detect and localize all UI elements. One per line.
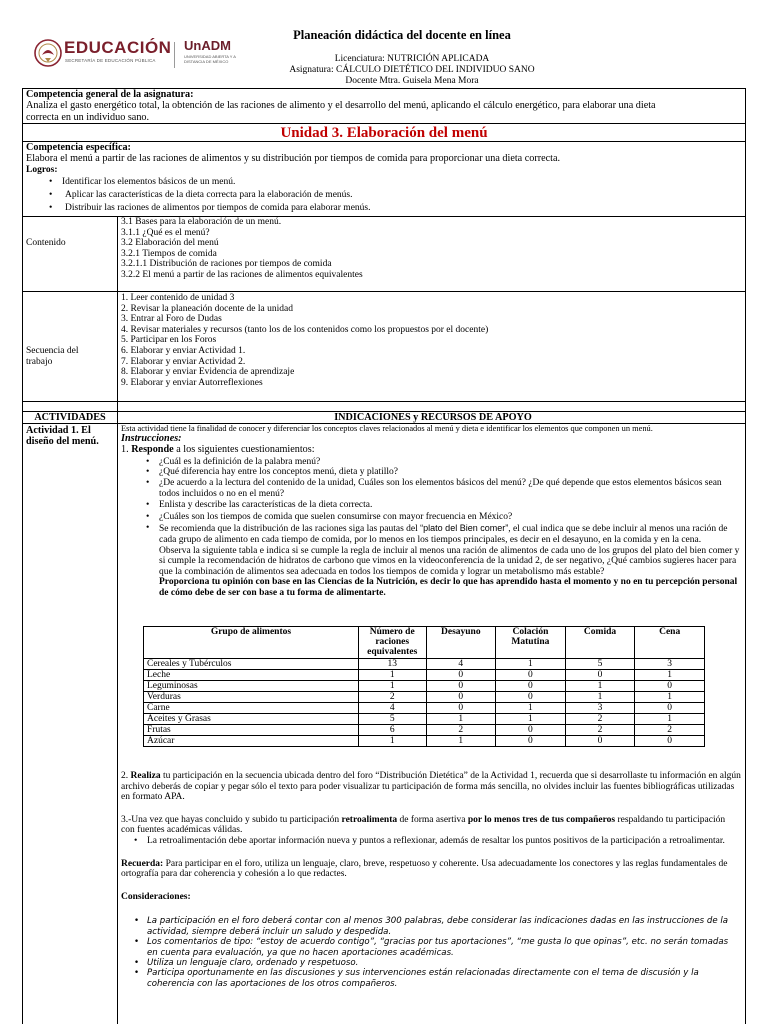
- ration-cell: 0: [496, 692, 566, 703]
- proporciona-paragraph: Proporciona tu opinión con base en las Ciencias de la Nutrición, es decir lo que has aprendido hasta el momento y no en tu percepción personal de cómo debe de ser con base a tu forma de alimentarte.: [159, 577, 738, 598]
- table-header-cell: Colación Matutina: [496, 627, 566, 659]
- table-row: [144, 659, 705, 670]
- paso2-text-a: tu participación en la secuencia ubicada dentro del foro “: [160, 771, 380, 781]
- paso2-text-b: ” de la Actividad 1, recuerda que si desarrollaste tu información en algún archivo deberás de copiar y pegar sólo el texto para poder visualizar tu participación de forma más sencilla, no olvides incluir las fuentes bibliográficas utilizadas en formato APA.: [121, 771, 741, 803]
- ration-cell: 2: [358, 692, 426, 703]
- actividad-label-line1: Actividad 1. El: [26, 425, 91, 436]
- ration-cell: 0: [565, 736, 635, 747]
- ration-cell: 3: [565, 703, 635, 714]
- unit-title: Unidad 3. Elaboración del menú: [280, 125, 488, 141]
- consideraciones-label: Consideraciones:: [121, 891, 191, 902]
- food-group-cell: Cereales y Tubérculos: [144, 659, 359, 670]
- ration-cell: 1: [358, 670, 426, 681]
- ration-cell: 1: [635, 714, 705, 725]
- secuencia-label-cell: [23, 292, 118, 401]
- observa-paragraph: Observa la siguiente tabla e indica si se cumple la regla de incluir al menos una ración de alimentos de cada uno de los grupos del plato del bien comer y si cumple la recomendación de hidratos de carbono que vimos en la videoconferencia de la unidad 2, de ser negativo, ¿Qué cambios sugieres hacer para que la combinación de alimentos sea adecuada en todos los tiempos de comida y lograr un metabolismo más estable?: [159, 545, 740, 577]
- responde-rest: a los siguientes cuestionamientos:: [173, 444, 315, 456]
- ration-cell: 0: [496, 736, 566, 747]
- sep-logo-subtitle: SECRETARÍA DE EDUCACIÓN PÚBLICA: [65, 58, 156, 63]
- ration-cell: 3: [635, 659, 705, 670]
- table-row: [144, 725, 705, 736]
- ration-cell: 2: [565, 725, 635, 736]
- contenido-item: 3.1 Bases para la elaboración de un menú.: [121, 217, 282, 227]
- ration-cell: 0: [496, 681, 566, 692]
- secuencia-label-line2: trabajo: [26, 356, 53, 367]
- contenido-item: 3.1.1 ¿Qué es el menú?: [121, 227, 210, 238]
- table-row: [144, 736, 705, 747]
- ration-cell: 2: [426, 725, 496, 736]
- competencia-general-label: Competencia general de la asignatura:: [26, 89, 194, 100]
- logo-divider: [174, 42, 175, 68]
- ration-cell: 1: [358, 681, 426, 692]
- logros-label: Logros:: [26, 164, 58, 175]
- ration-cell: 1: [635, 692, 705, 703]
- consideracion-item: • Utiliza un lenguaje claro, ordenado y respetuoso.: [147, 958, 741, 968]
- actividades-header-cell: [23, 412, 118, 423]
- ration-cell: 6: [358, 725, 426, 736]
- table-body: [144, 659, 705, 747]
- secuencia-item: 5. Participar en los Foros: [121, 335, 217, 346]
- competencia-general-text-line2: correcta en un individuo sano.: [26, 111, 150, 123]
- foro-name: Distribución Dietética: [379, 771, 464, 781]
- plato-bien-comer-quote: “plato del Bien comer”: [420, 523, 509, 534]
- table-header-cell: Grupo de alimentos: [144, 627, 359, 659]
- spacer-left-cell: [23, 402, 118, 411]
- table-header-cell: Desayuno: [426, 627, 496, 659]
- competencia-especifica-box: [22, 141, 746, 217]
- contenido-label-cell: [23, 217, 118, 291]
- ration-cell: 5: [565, 659, 635, 670]
- secuencia-item: 2. Revisar la planeación docente de la unidad: [121, 303, 293, 314]
- actividad-body-row: [22, 423, 746, 1024]
- contenido-label: Contenido: [26, 238, 66, 248]
- pregunta6-text-a: Se recomienda que la distribución de las raciones siga las pautas del: [159, 524, 421, 535]
- responde-line: [121, 444, 741, 455]
- consideracion-item: • Los comentarios de tipo: “estoy de acuerdo contigo”, “gracias por tus aportaciones”, “me gusta lo que opinas”, etc. no serán tomadas en cuenta para evaluación, ya que no hacen aportaciones académicas.: [147, 937, 741, 958]
- ration-cell: 1: [496, 714, 566, 725]
- actividad-content: [118, 424, 741, 599]
- ration-cell: 0: [426, 681, 496, 692]
- contenido-item: 3.2.1 Tiempos de comida: [121, 248, 217, 259]
- actividad-intro: Esta actividad tiene la finalidad de conocer y diferenciar los conceptos claves relacionados al menú y dieta e identificar los elementos que componen un menú.: [121, 424, 653, 433]
- ration-cell: 0: [635, 703, 705, 714]
- paso3-text-c: respaldando tu participación con fuentes académicas válidas.: [121, 814, 726, 836]
- unadm-logo-subtitle: UNIVERSIDAD ABIERTA Y A DISTANCIA DE MÉXICO: [184, 54, 236, 64]
- sep-logo: [34, 36, 172, 70]
- ration-cell: 1: [496, 703, 566, 714]
- table-header-cell: Comida: [565, 627, 635, 659]
- raciones-table: [143, 626, 705, 747]
- recuerda-label: Recuerda:: [121, 858, 164, 869]
- pregunta-item: • ¿De acuerdo a la lectura del contenido de la unidad, Cuáles son los elementos básicos del menú? ¿De qué depende que estos elementos básicos sean todos incluidos o no en el menú?: [159, 478, 741, 499]
- competencia-especifica-text: Elabora el menú a partir de las raciones de alimentos y su distribución por tiempos de comida para proporcionar una dieta correcta.: [26, 153, 561, 165]
- ration-cell: 0: [426, 703, 496, 714]
- pregunta-item: • ¿Cuáles son los tiempos de comida que suelen consumirse con mayor frecuencia en México?: [159, 512, 741, 523]
- document-header: [22, 0, 746, 90]
- consideraciones-list: [121, 916, 741, 989]
- food-group-cell: Leche: [144, 670, 359, 681]
- licenciatura-line: Licenciatura: NUTRICIÓN APLICADA: [334, 54, 490, 64]
- eagle-seal-icon: [34, 36, 62, 70]
- table-row: [144, 714, 705, 725]
- ration-cell: 1: [496, 659, 566, 670]
- secuencia-label: [26, 346, 79, 367]
- food-group-cell: Leguminosas: [144, 681, 359, 692]
- document-title: Planeación didáctica del docente en línea: [293, 28, 511, 42]
- pregunta-item: • Enlista y describe las características de la dieta correcta.: [159, 500, 741, 511]
- actividades-header: ACTIVIDADES: [34, 412, 106, 423]
- secuencia-item: 7. Elaborar y enviar Actividad 2.: [121, 356, 246, 367]
- ration-cell: 13: [358, 659, 426, 670]
- secuencia-item: 3. Entrar al Foro de Dudas: [121, 314, 222, 325]
- document-page: [22, 0, 746, 989]
- paso3-text-a: 3.-Una vez que hayas concluido y subido tu participación: [121, 814, 342, 825]
- ration-cell: 4: [426, 659, 496, 670]
- competencia-general-box: [22, 88, 746, 124]
- pregunta-item: • ¿Cuál es la definición de la palabra menú?: [159, 457, 741, 468]
- paso3-bullet: • La retroalimentación debe aportar información nueva y puntos a reflexionar, además de resaltar los puntos positivos de la participación a retroalimentar.: [147, 836, 741, 847]
- asignatura-line: Asignatura: CÁLCULO DIETÉTICO DEL INDIVIDUO SANO: [289, 65, 535, 75]
- paso3-list: [121, 836, 741, 847]
- sep-logo-text: EDUCACIÓN: [64, 38, 172, 57]
- ration-cell: 0: [635, 681, 705, 692]
- secuencia-item: 1. Leer contenido de unidad 3: [121, 293, 235, 303]
- consideracion-item: • La participación en el foro deberá contar con al menos 300 palabras, debe considerar las indicaciones dadas en las instrucciones de la actividad, siempre deberá incluir un saludo y despedida.: [147, 916, 741, 937]
- unit-title-box: [22, 123, 746, 142]
- pregunta-item-plato: [159, 523, 741, 545]
- secuencia-row: [22, 291, 746, 402]
- recuerda-text: Para participar en el foro, utiliza un lenguaje, claro, breve, respetuoso y coherente. Usa adecuadamente los conectores y las reglas fundamentales de ortografía para dar coherencia y cohesión a lo que redactes.: [121, 858, 728, 880]
- recuerda-paragraph: [121, 859, 741, 880]
- secuencia-list: [118, 293, 745, 388]
- consideracion-item: • Participa oportunamente en las discusiones y sus intervenciones están relacionadas directamente con el tema de discusión y la coherencia con las aportaciones de los otros compañeros.: [147, 968, 741, 989]
- unadm-logo-text: UnADM: [184, 38, 231, 53]
- logro-item: • Distribuir las raciones de alimentos por tiempos de comida para elaborar menús.: [62, 203, 742, 214]
- pregunta6-text-b: , el cual indica que se debe incluir al menos una ración de cada grupo de alimento en cada tiempo de comida, por lo menos en los tiempos principales, es decir en el desayuno, en la comida y en la cena.: [159, 524, 728, 545]
- secuencia-item: 4. Revisar materiales y recursos (tanto los de los contenidos como los propuestos por el docente): [121, 324, 489, 335]
- actividad-label-line2: diseño del menú.: [26, 436, 99, 448]
- secuencia-item: 6. Elaborar y enviar Actividad 1.: [121, 345, 246, 356]
- ration-cell: 1: [635, 670, 705, 681]
- indicaciones-header: INDICACIONES y RECURSOS DE APOYO: [334, 412, 532, 423]
- table-header-cell: Número de raciones equivalentes: [358, 627, 426, 659]
- ration-cell: 0: [496, 670, 566, 681]
- ration-cell: 0: [426, 670, 496, 681]
- contenido-row: [22, 216, 746, 292]
- table-header-row: [144, 627, 705, 659]
- contenido-item: 3.2.2 El menú a partir de las raciones de alimentos equivalentes: [121, 269, 363, 280]
- actividad-content-2: [118, 771, 741, 989]
- competencia-especifica-label: Competencia específica:: [26, 142, 131, 153]
- table-header-cell: Cena: [635, 627, 705, 659]
- paso3-text-b: de forma asertiva: [397, 814, 468, 825]
- paso3-bold1: retroalimenta: [341, 814, 398, 825]
- ration-cell: 0: [496, 725, 566, 736]
- paso2-bold: Realiza: [130, 771, 161, 781]
- secuencia-label-line1: Secuencia del: [26, 346, 79, 356]
- secuencia-item: 8. Elaborar y enviar Evidencia de aprendizaje: [121, 367, 295, 378]
- table-row: [144, 670, 705, 681]
- food-group-cell: Azúcar: [144, 736, 359, 747]
- paso3-bold2: por lo menos tres de tus compañeros: [467, 814, 616, 825]
- ration-cell: 1: [426, 736, 496, 747]
- ration-cell: 1: [358, 736, 426, 747]
- food-group-cell: Carne: [144, 703, 359, 714]
- ration-cell: 1: [426, 714, 496, 725]
- logro-item: • Aplicar las características de la dieta correcta para la elaboración de menús.: [62, 190, 742, 201]
- pregunta-item: • ¿Qué diferencia hay entre los conceptos menú, dieta y platillo?: [159, 467, 741, 478]
- preguntas-list: [121, 457, 741, 546]
- paso2-num: 2.: [121, 771, 131, 781]
- paso2-paragraph: [121, 771, 741, 803]
- responde-num: 1.: [121, 444, 132, 456]
- food-group-cell: Aceites y Grasas: [144, 714, 359, 725]
- actividad-label-cell: [23, 424, 118, 1024]
- ration-cell: 5: [358, 714, 426, 725]
- paso3-paragraph: [121, 815, 741, 836]
- table-row: [144, 703, 705, 714]
- docente-line: Docente Mtra. Guisela Mena Mora: [345, 76, 479, 86]
- logro-item: • Identificar los elementos básicos de un menú.: [62, 177, 742, 188]
- contenido-item: 3.2 Elaboración del menú: [121, 238, 219, 249]
- food-group-cell: Verduras: [144, 692, 359, 703]
- secuencia-item: 9. Elaborar y enviar Autorreflexiones: [121, 377, 263, 388]
- ration-cell: 0: [635, 736, 705, 747]
- instrucciones-label: Instrucciones:: [121, 433, 182, 444]
- table-row: [144, 681, 705, 692]
- ration-cell: 1: [565, 692, 635, 703]
- ration-cell: 2: [565, 714, 635, 725]
- ration-cell: 0: [565, 670, 635, 681]
- food-group-cell: Frutas: [144, 725, 359, 736]
- logros-list: [26, 177, 742, 213]
- ration-cell: 1: [565, 681, 635, 692]
- competencia-general-text-line1: Analiza el gasto energético total, la obtención de las raciones de alimento y el desarrollo del menú, aplicando el cálculo energético, para elaborar una dieta: [26, 100, 656, 112]
- ration-cell: 2: [635, 725, 705, 736]
- contenido-list: [118, 217, 745, 281]
- contenido-item: 3.2.1.1 Distribución de raciones por tiempos de comida: [121, 259, 332, 270]
- responde-bold: Responde: [131, 444, 174, 456]
- ration-cell: 4: [358, 703, 426, 714]
- table-row: [144, 692, 705, 703]
- ration-cell: 0: [426, 692, 496, 703]
